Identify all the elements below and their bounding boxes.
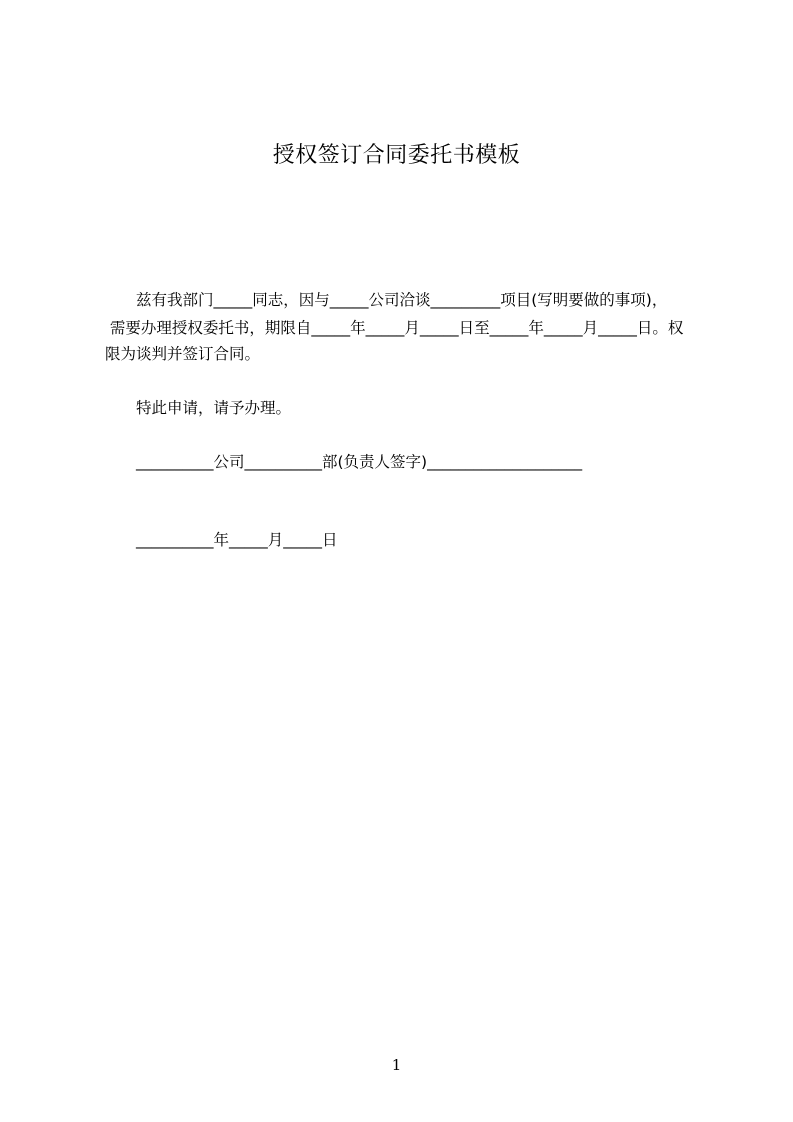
paragraph-line-2: 需要办理授权委托书，期限自_____年_____月_____日至_____年_____月_____日。权 bbox=[105, 319, 684, 337]
signature-line: __________公司__________部(负责人签字)____________________ bbox=[105, 453, 583, 471]
document-title: 授权签订合同委托书模板 bbox=[272, 143, 521, 168]
date-line: __________年_____月_____日 bbox=[105, 531, 338, 549]
paragraph-line-3: 限为谈判并签订合同。 bbox=[105, 345, 261, 363]
paragraph-line-1: 兹有我部门_____同志，因与_____公司洽谈_________项目(写明要做的事项)， bbox=[105, 291, 668, 309]
request-line: 特此申请，请予办理。 bbox=[105, 399, 292, 417]
page-number: 1 bbox=[391, 1056, 402, 1074]
